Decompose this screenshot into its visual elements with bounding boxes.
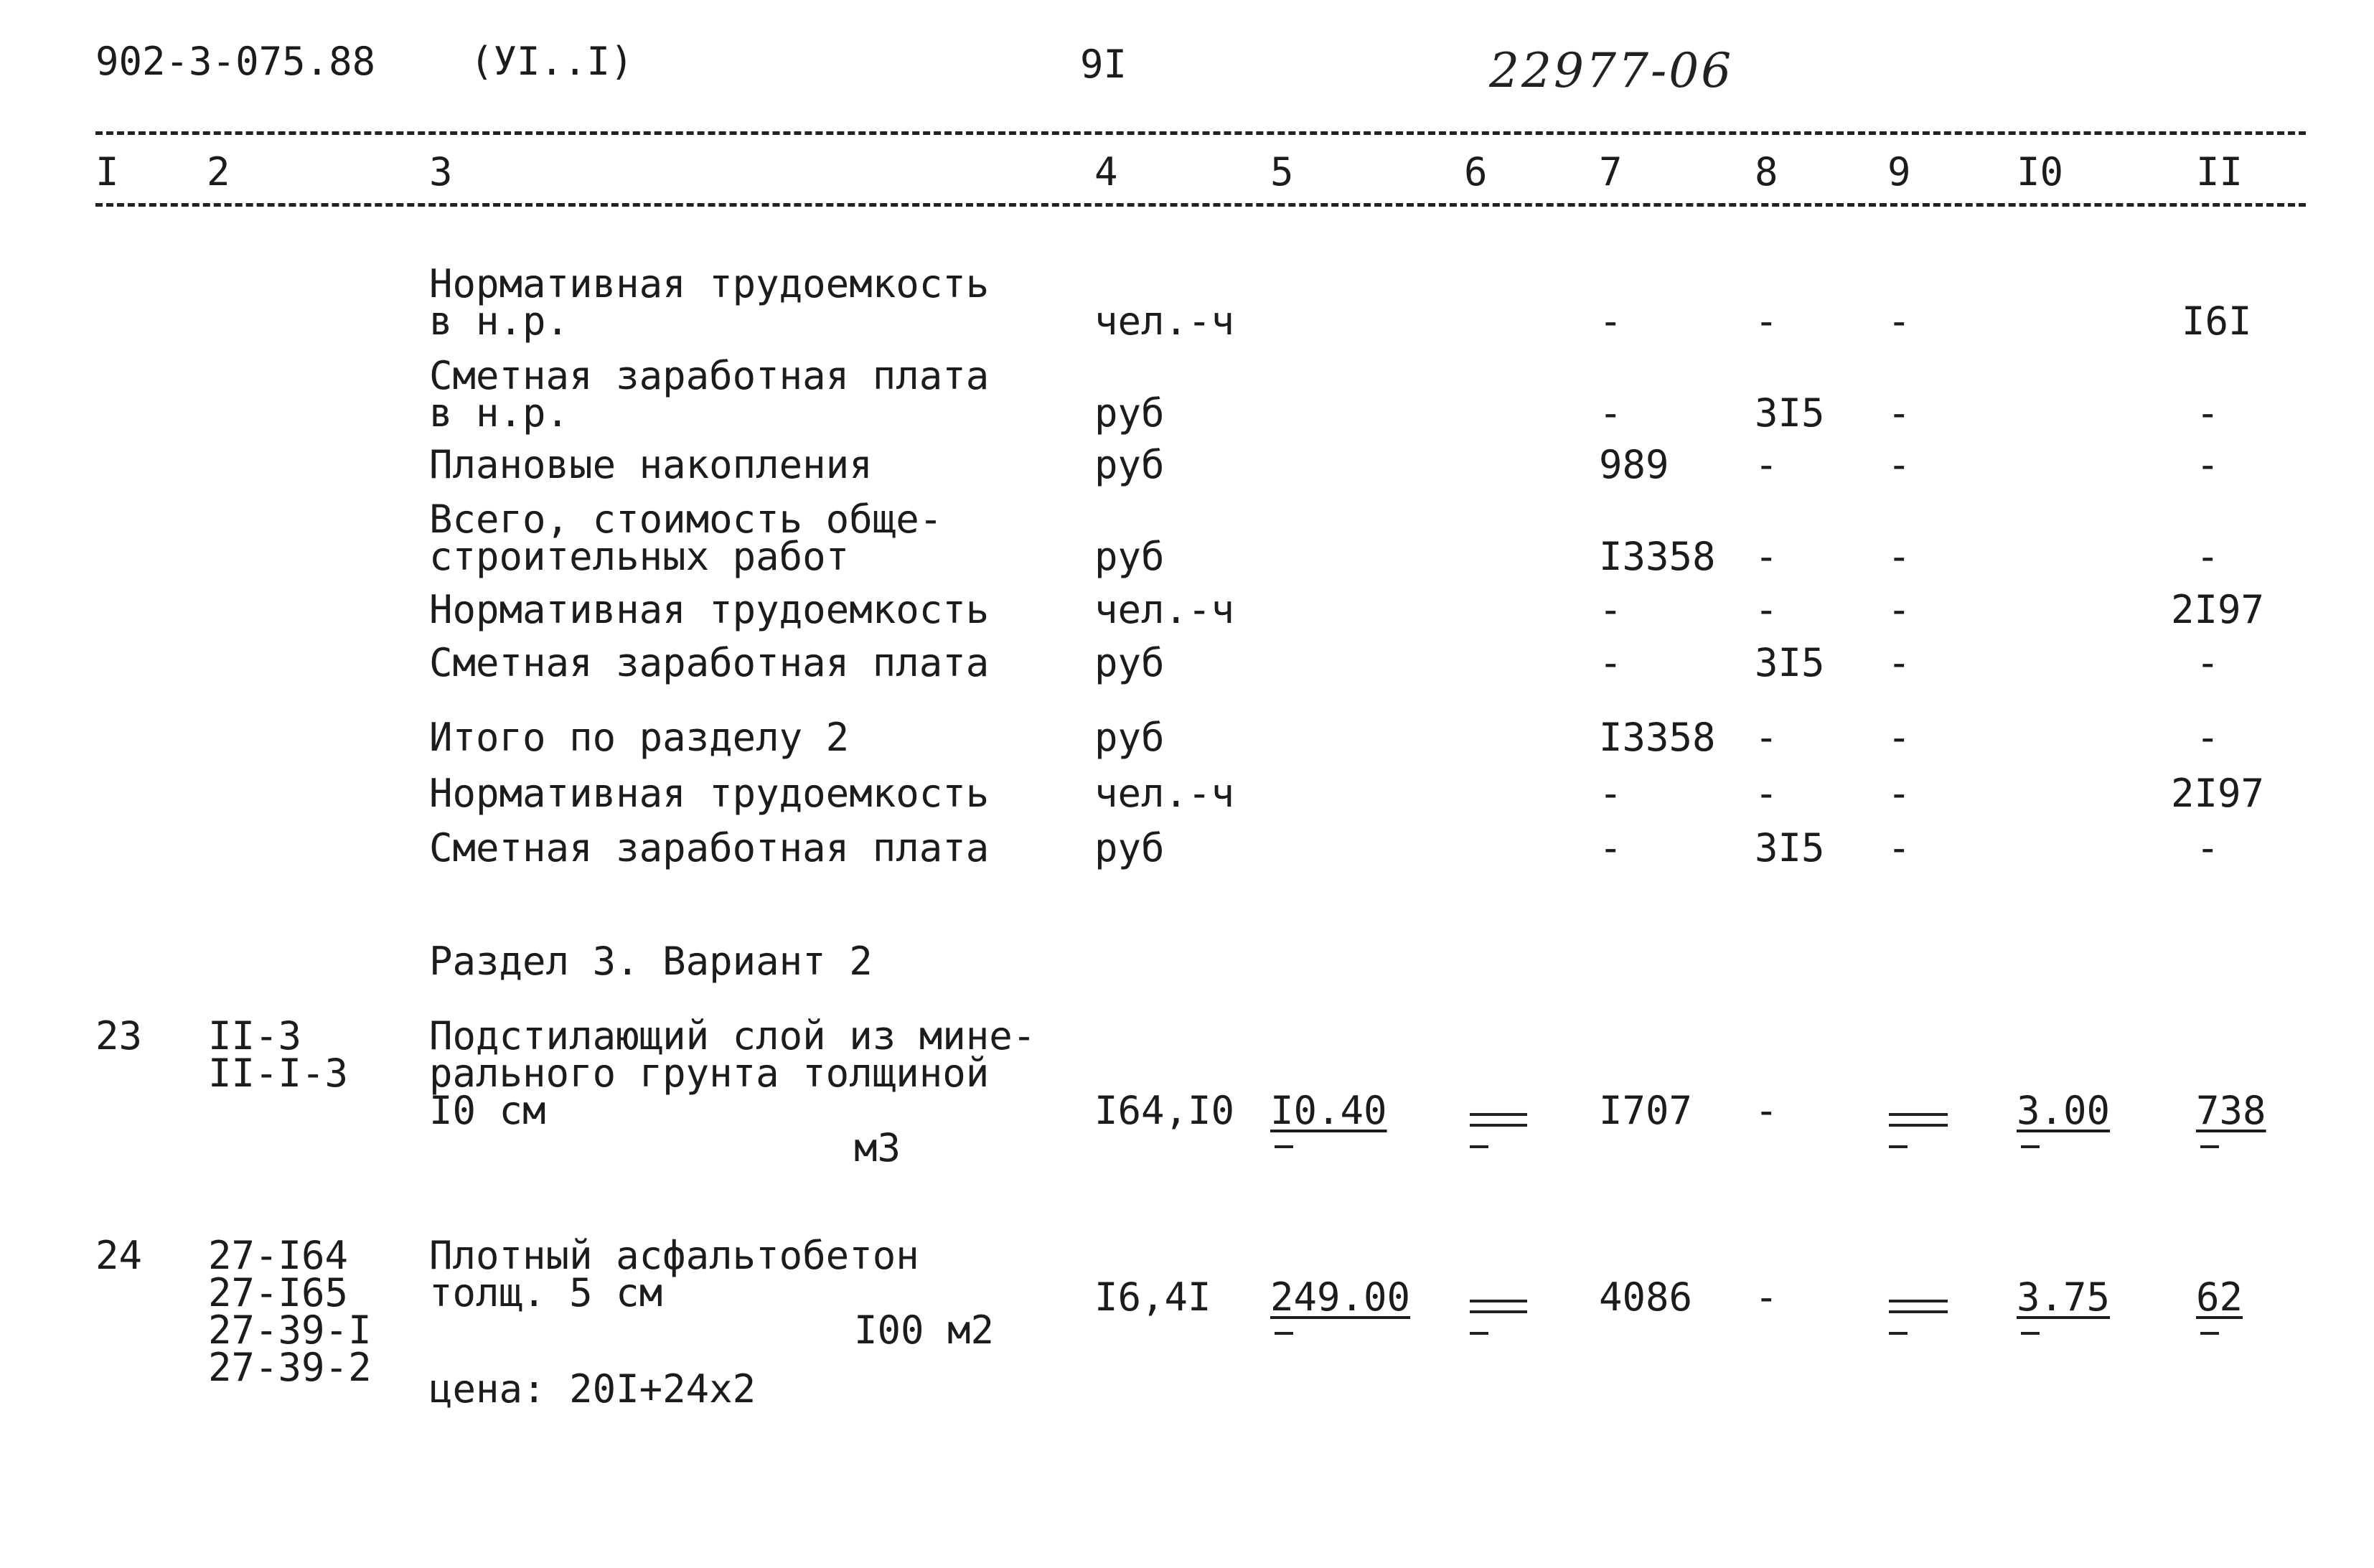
row-label: Сметная заработная плата	[429, 640, 990, 685]
row-unit: руб	[1094, 640, 1165, 685]
item-number: 24	[95, 1233, 143, 1278]
row-label-cont: строительных работ	[429, 534, 850, 579]
cell-col11: -	[2196, 715, 2220, 760]
cell-col9: -	[1887, 640, 1911, 685]
cell-col11: -	[2196, 390, 2220, 436]
section-title: Раздел 3. Вариант 2	[429, 939, 873, 984]
item-unit: I00 м2	[854, 1308, 995, 1353]
handwritten-number: 22977-06	[1489, 43, 1734, 98]
cell-col8: -	[1755, 299, 1778, 344]
row-unit: чел.-ч	[1094, 299, 1235, 344]
row-unit: чел.-ч	[1094, 771, 1235, 816]
price-note: цена: 20I+24х2	[429, 1366, 756, 1412]
item-unit: м3	[854, 1125, 901, 1170]
cell-col9: -	[1887, 825, 1911, 870]
col9-dash-mark	[1889, 1113, 1948, 1116]
cell-col5: 249.00	[1270, 1274, 1411, 1320]
row-label: Итого по разделу 2	[429, 715, 850, 760]
item-description-cont: I0 см	[429, 1088, 546, 1133]
cell-col9: -	[1887, 534, 1911, 579]
cell-col9: -	[1887, 771, 1911, 816]
item-number: 23	[95, 1013, 143, 1058]
col6-dash-mark	[1470, 1113, 1527, 1116]
item-code: II-I-3	[208, 1051, 349, 1096]
cell-col11: 62	[2196, 1274, 2243, 1320]
col9-sub-dash	[1889, 1332, 1908, 1335]
col6-sub-dash	[1470, 1145, 1488, 1148]
col-header-7: 7	[1599, 149, 1623, 194]
item-description-cont: толщ. 5 см	[429, 1270, 663, 1315]
item-description-cont: рального грунта толщиной	[429, 1051, 990, 1096]
cell-col8: 3I5	[1755, 825, 1825, 870]
page-number: 9I	[1080, 42, 1127, 87]
cell-col11: -	[2196, 640, 2220, 685]
row-unit: руб	[1094, 825, 1165, 870]
row-unit: руб	[1094, 534, 1165, 579]
col11-sub-dash	[2200, 1332, 2219, 1335]
row-label: Нормативная трудоемкость	[429, 771, 990, 816]
col6-sub-dash	[1470, 1332, 1488, 1335]
col-header-1: I	[95, 149, 119, 194]
cell-col11: -	[2196, 534, 2220, 579]
cell-col8: -	[1755, 587, 1778, 632]
item-description: Подстилающий слой из мине-	[429, 1013, 1036, 1058]
col5-sub-dash	[1275, 1332, 1293, 1335]
row-label-cont: в н.р.	[429, 299, 570, 344]
col9-sub-dash	[1889, 1145, 1908, 1148]
cell-col11: 2I97	[2171, 587, 2265, 632]
item-code: 27-I65	[208, 1270, 349, 1315]
cell-col8: -	[1755, 715, 1778, 760]
col-header-3: 3	[429, 149, 453, 194]
cell-col9: -	[1887, 299, 1911, 344]
col9-underline-mark	[1889, 1124, 1948, 1127]
cell-col7: -	[1599, 299, 1623, 344]
item-description: Плотный асфальтобетон	[429, 1233, 919, 1278]
cell-col7: -	[1599, 640, 1623, 685]
album-reference: (УI..I)	[470, 39, 634, 84]
col-header-9: 9	[1887, 149, 1911, 194]
cell-col8: -	[1755, 771, 1778, 816]
col9-underline-mark	[1889, 1310, 1948, 1313]
row-label: Всего, стоимость обще-	[429, 497, 943, 542]
col-header-8: 8	[1755, 149, 1778, 194]
row-label: Плановые накопления	[429, 442, 873, 487]
row-unit: руб	[1094, 715, 1165, 760]
cell-col7: 4086	[1599, 1274, 1693, 1320]
row-label: Сметная заработная плата	[429, 825, 990, 870]
cell-col4: I64,I0	[1094, 1088, 1235, 1133]
item-code: 27-I64	[208, 1233, 349, 1278]
cell-col8: -	[1755, 442, 1778, 487]
cell-col8: 3I5	[1755, 390, 1825, 436]
cell-col7: I3358	[1599, 534, 1716, 579]
header-bottom-rule	[95, 203, 2306, 207]
cell-col9: -	[1887, 442, 1911, 487]
cell-col9: -	[1887, 715, 1911, 760]
cell-col5: I0.40	[1270, 1088, 1387, 1133]
cell-col4: I6,4I	[1094, 1274, 1211, 1320]
cell-col9: -	[1887, 587, 1911, 632]
cell-col9: -	[1887, 390, 1911, 436]
cell-col7: I3358	[1599, 715, 1716, 760]
row-label-cont: в н.р.	[429, 390, 570, 436]
cell-col7: 989	[1599, 442, 1669, 487]
col-header-4: 4	[1094, 149, 1118, 194]
row-unit: руб	[1094, 390, 1165, 436]
cell-col7: -	[1599, 771, 1623, 816]
col-header-5: 5	[1270, 149, 1294, 194]
cell-col8: 3I5	[1755, 640, 1825, 685]
cell-col10: 3.75	[2017, 1274, 2111, 1320]
cell-col8: -	[1755, 1274, 1778, 1320]
row-unit: руб	[1094, 442, 1165, 487]
col10-sub-dash	[2021, 1332, 2040, 1335]
cell-col11: 2I97	[2171, 771, 2265, 816]
col-header-6: 6	[1464, 149, 1488, 194]
cell-col11: I6I	[2182, 299, 2252, 344]
cell-col11: 738	[2196, 1088, 2266, 1133]
col-header-2: 2	[207, 149, 230, 194]
col11-sub-dash	[2200, 1145, 2219, 1148]
item-code: 27-39-2	[208, 1345, 372, 1390]
cell-col7: I707	[1599, 1088, 1693, 1133]
document-code: 902-3-075.88	[95, 39, 376, 84]
cell-col7: -	[1599, 390, 1623, 436]
row-label: Сметная заработная плата	[429, 353, 990, 398]
item-code: 27-39-I	[208, 1308, 372, 1353]
col9-dash-mark	[1889, 1300, 1948, 1302]
col6-dash-mark	[1470, 1300, 1527, 1302]
col6-underline-mark	[1470, 1124, 1527, 1127]
col10-sub-dash	[2021, 1145, 2040, 1148]
row-unit: чел.-ч	[1094, 587, 1235, 632]
cell-col11: -	[2196, 442, 2220, 487]
row-label: Нормативная трудоемкость	[429, 261, 990, 306]
row-label: Нормативная трудоемкость	[429, 587, 990, 632]
cell-col7: -	[1599, 587, 1623, 632]
item-code: II-3	[208, 1013, 302, 1058]
cell-col8: -	[1755, 534, 1778, 579]
cell-col8: -	[1755, 1088, 1778, 1133]
cell-col11: -	[2196, 825, 2220, 870]
col5-sub-dash	[1275, 1145, 1293, 1148]
cell-col10: 3.00	[2017, 1088, 2111, 1133]
col6-underline-mark	[1470, 1310, 1527, 1313]
header-top-rule	[95, 131, 2306, 135]
col-header-11: II	[2196, 149, 2243, 194]
col-header-10: I0	[2017, 149, 2064, 194]
cell-col7: -	[1599, 825, 1623, 870]
